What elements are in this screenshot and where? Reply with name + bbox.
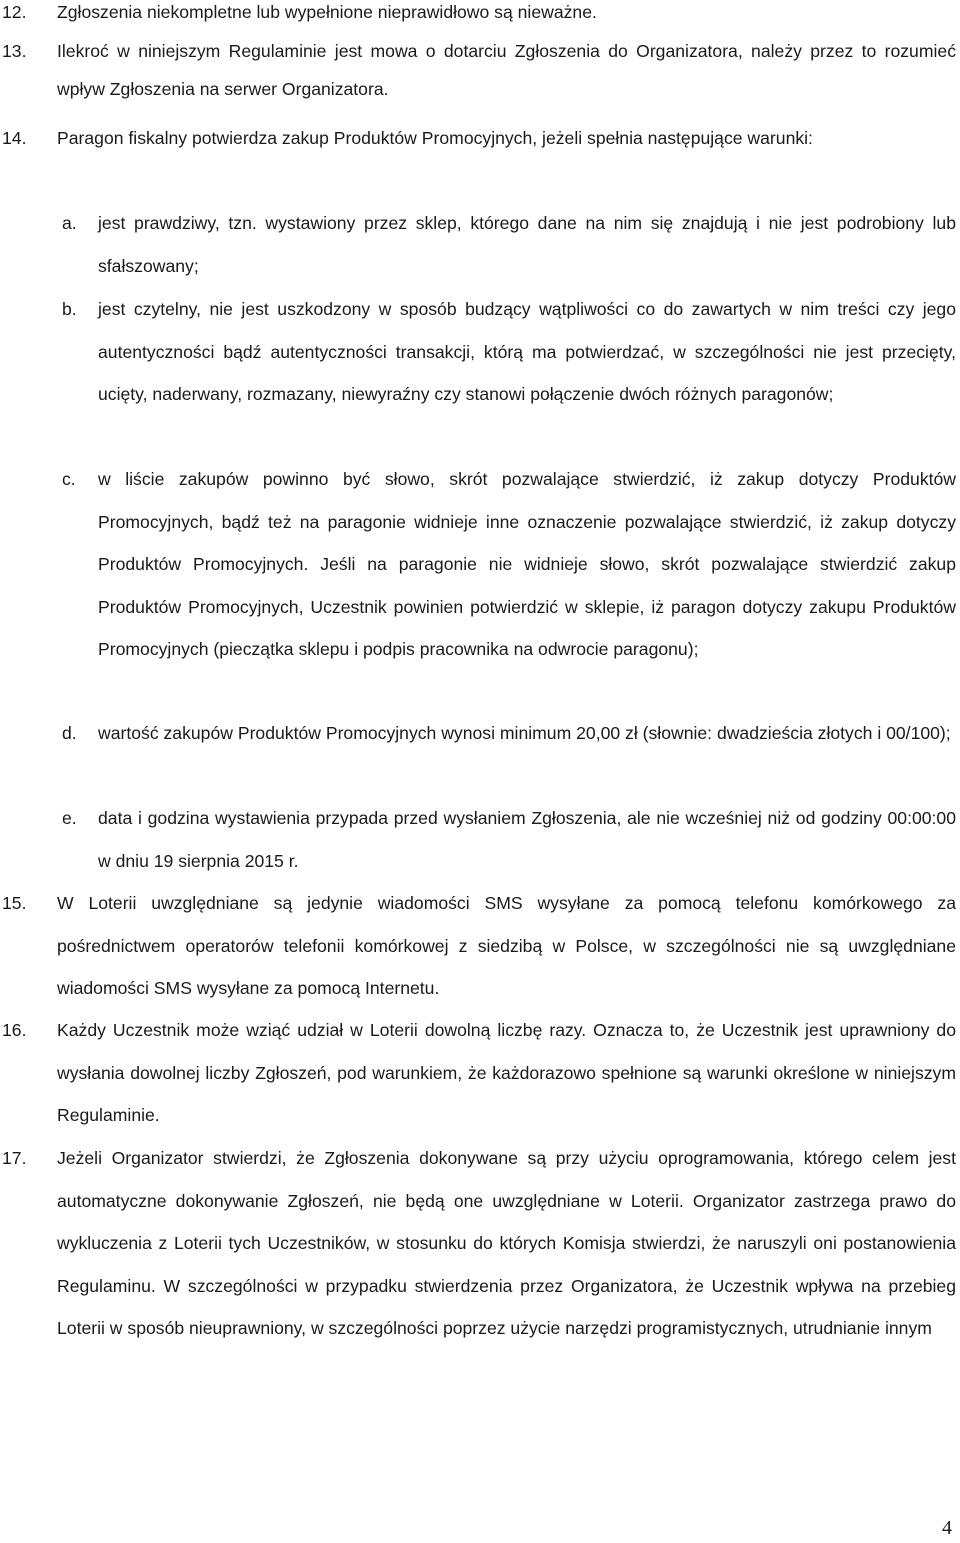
sub-item-text: data i godzina wystawienia przypada przed wysłaniem Zgłoszenia, ale nie wcześniej niż od godziny 00:00:00 w dniu 19 sierpnia 2015 r. bbox=[98, 808, 956, 871]
sub-item-letter: b. bbox=[62, 299, 77, 319]
item-number: 12. bbox=[2, 2, 27, 22]
item-number: 13. bbox=[2, 41, 27, 61]
item-number: 14. bbox=[2, 128, 27, 148]
item-text: Zgłoszenia niekompletne lub wypełnione nieprawidłowo są nieważne. bbox=[57, 2, 597, 22]
sub-item-text: jest czytelny, nie jest uszkodzony w sposób budzący wątpliwości co do zawartych w nim treści czy jego autentyczności bądź autentyczności transakcji, którą ma potwierdzać, w szczególności nie jest przecięty, ucięty, naderwany, rozmazany, niewyraźny czy stanowi połączenie dwóch różnych paragonów; bbox=[98, 299, 956, 404]
list-item bbox=[0, 32, 958, 108]
sub-item-letter: d. bbox=[62, 723, 77, 743]
sub-item-text: w liście zakupów powinno być słowo, skrót pozwalające stwierdzić, iż zakup dotyczy Produktów Promocyjnych, bądź też na paragonie widnieje inne oznaczenie pozwalające stwierdzić, iż zakup dotyczy Produktów Promocyjnych. Jeśli na paragonie nie widnieje słowo, skrót pozwalające stwierdzić zakup Produktów Promocyjnych, Uczestnik powinien potwierdzić w sklepie, iż paragon dotyczy zakupu Produktów Promocyjnych (pieczątka sklepu i podpis pracownika na odwrocie paragonu); bbox=[98, 469, 956, 659]
sub-list-item bbox=[0, 202, 958, 287]
item-text: Ilekroć w niniejszym Regulaminie jest mowa o dotarciu Zgłoszenia do Organizatora, należy przez to rozumieć wpływ Zgłoszenia na serwer Organizatora. bbox=[57, 41, 956, 99]
item-number: 15. bbox=[2, 893, 27, 913]
list-item bbox=[0, 1009, 958, 1137]
list-item bbox=[0, 0, 958, 31]
sub-list-item bbox=[0, 797, 958, 882]
sub-item-letter: c. bbox=[62, 469, 76, 489]
item-number: 16. bbox=[2, 1020, 27, 1040]
item-number: 17. bbox=[2, 1148, 27, 1168]
item-text: Każdy Uczestnik może wziąć udział w Loterii dowolną liczbę razy. Oznacza to, że Uczestnik jest uprawniony do wysłania dowolnej liczby Zgłoszeń, pod warunkiem, że każdorazowo spełnione są warunki określone w niniejszym Regulaminie. bbox=[57, 1020, 956, 1125]
list-item bbox=[0, 1137, 958, 1350]
sub-item-text: wartość zakupów Produktów Promocyjnych wynosi minimum 20,00 zł (słownie: dwadzieścia złotych i 00/100); bbox=[98, 723, 951, 743]
page-number: 4 bbox=[942, 1517, 952, 1539]
sub-list-item bbox=[0, 712, 958, 755]
sub-list-item bbox=[0, 458, 958, 671]
sub-item-letter: a. bbox=[62, 213, 77, 233]
item-text: Paragon fiskalny potwierdza zakup Produktów Promocyjnych, jeżeli spełnia następujące warunki: bbox=[57, 128, 813, 148]
item-text: Jeżeli Organizator stwierdzi, że Zgłoszenia dokonywane są przy użyciu oprogramowania, którego celem jest automatyczne dokonywanie Zgłoszeń, nie będą one uwzględniane w Loterii. Organizator zastrzega prawo do wykluczenia z Loterii tych Uczestników, w stosunku do których Komisja stwierdzi, że naruszyli oni postanowienia Regulaminu. W szczególności w przypadku stwierdzenia przez Organizatora, że Uczestnik wpływa na przebieg Loterii w sposób nieuprawniony, w szczególności poprzez użycie narzędzi programistycznych, utrudnianie innym bbox=[57, 1148, 956, 1338]
list-item bbox=[0, 882, 958, 1010]
list-item bbox=[0, 117, 958, 160]
sub-list-item bbox=[0, 288, 958, 416]
sub-item-letter: e. bbox=[62, 808, 77, 828]
sub-item-text: jest prawdziwy, tzn. wystawiony przez sklep, którego dane na nim się znajdują i nie jest podrobiony lub sfałszowany; bbox=[98, 213, 956, 276]
item-text: W Loterii uwzględniane są jedynie wiadomości SMS wysyłane za pomocą telefonu komórkowego za pośrednictwem operatorów telefonii komórkowej z siedzibą w Polsce, w szczególności nie są uwzględniane wiadomości SMS wysyłane za pomocą Internetu. bbox=[57, 893, 956, 998]
